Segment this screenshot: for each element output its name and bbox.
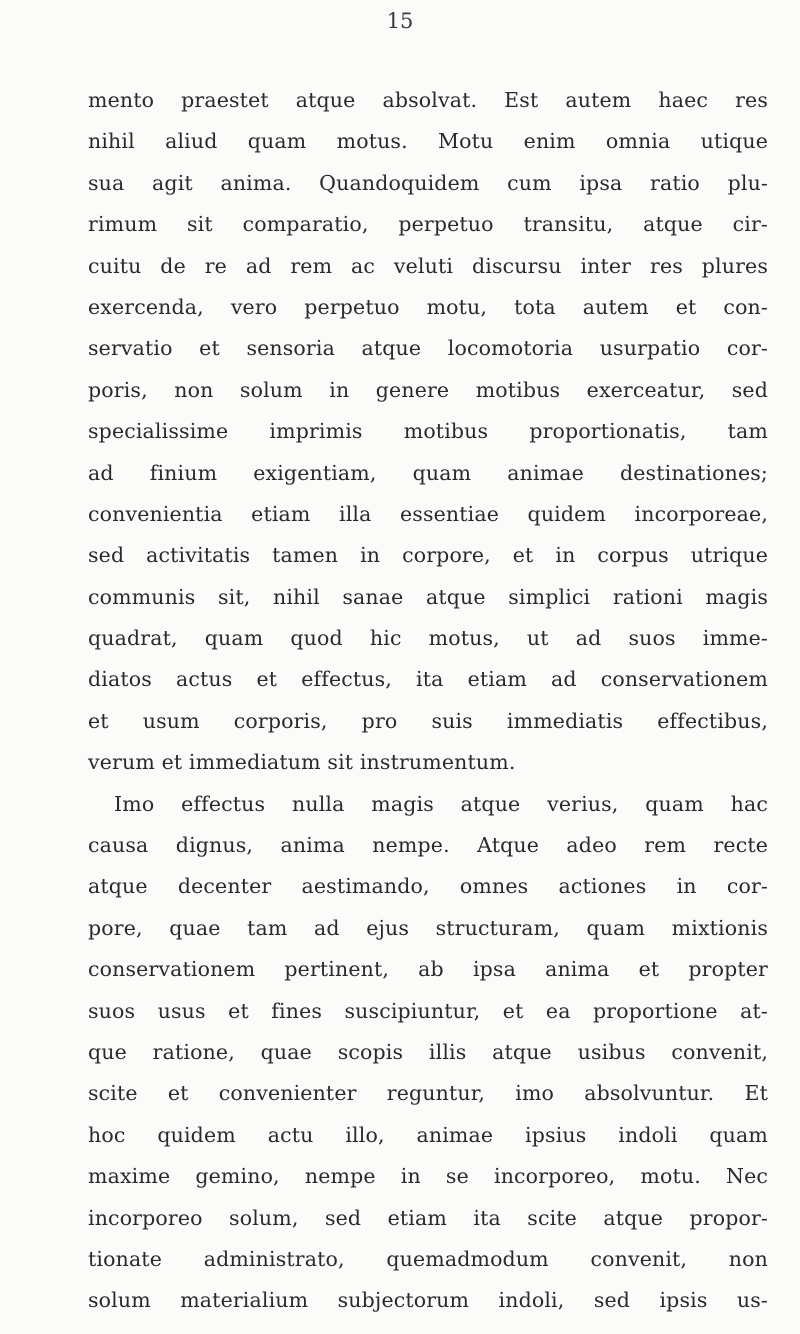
text-line: verum et immediatum sit instrumentum. xyxy=(88,750,516,775)
text-line: pore, quae tam ad ejus structuram, quam mixtionis xyxy=(88,915,768,940)
paragraph-start-line: Imo effectus nulla magis atque verius, quam hac xyxy=(114,791,768,816)
text-line: exercenda, vero perpetuo motu, tota autem et con- xyxy=(88,294,768,319)
text-line: rimum sit comparatio, perpetuo transitu, atque cir- xyxy=(88,212,768,237)
text-line: servatio et sensoria atque locomotoria usurpatio cor- xyxy=(88,336,768,361)
text-line: cuitu de re ad rem ac veluti discursu inter res plures xyxy=(88,253,768,278)
text-line: quadrat, quam quod hic motus, ut ad suos imme- xyxy=(88,626,768,651)
body-text xyxy=(88,80,768,1322)
text-line: mento praestet atque absolvat. Est autem haec res xyxy=(88,88,768,112)
text-line: diatos actus et effectus, ita etiam ad conservationem xyxy=(88,667,768,692)
text-line: maxime gemino, nempe in se incorporeo, motu. Nec xyxy=(88,1164,768,1189)
text-line: communis sit, nihil sanae atque simplici rationi magis xyxy=(88,584,768,609)
text-line: tionate administrato, quemadmodum convenit, non xyxy=(88,1246,768,1271)
text-line: nihil aliud quam motus. Motu enim omnia utique xyxy=(88,129,768,154)
text-line: causa dignus, anima nempe. Atque adeo rem recte xyxy=(88,833,768,858)
text-line: scite et convenienter reguntur, imo absolvuntur. Et xyxy=(88,1081,768,1106)
page-number: 15 xyxy=(386,9,414,33)
text-line: et usum corporis, pro suis immediatis effectibus, xyxy=(88,708,768,733)
text-line: suos usus et fines suscipiuntur, et ea proportione at- xyxy=(88,998,768,1023)
text-line: ad finium exigentiam, quam animae destinationes; xyxy=(88,460,768,485)
text-line: incorporeo solum, sed etiam ita scite atque propor- xyxy=(88,1205,768,1230)
text-line: sed activitatis tamen in corpore, et in corpus utrique xyxy=(88,543,768,568)
text-line: hoc quidem actu illo, animae ipsius indoli quam xyxy=(88,1122,768,1147)
text-line: poris, non solum in genere motibus exerceatur, sed xyxy=(88,377,768,402)
text-line: sua agit anima. Quandoquidem cum ipsa ratio plu- xyxy=(88,170,768,195)
text-line: atque decenter aestimando, omnes actiones in cor- xyxy=(88,874,768,899)
text-line: que ratione, quae scopis illis atque usibus convenit, xyxy=(88,1039,768,1064)
text-line: conservationem pertinent, ab ipsa anima et propter xyxy=(88,957,768,982)
text-line: solum materialium subjectorum indoli, sed ipsis us- xyxy=(88,1288,768,1313)
text-line: specialissime imprimis motibus proportionatis, tam xyxy=(88,419,768,444)
text-line: convenientia etiam illa essentiae quidem incorporeae, xyxy=(88,501,768,526)
